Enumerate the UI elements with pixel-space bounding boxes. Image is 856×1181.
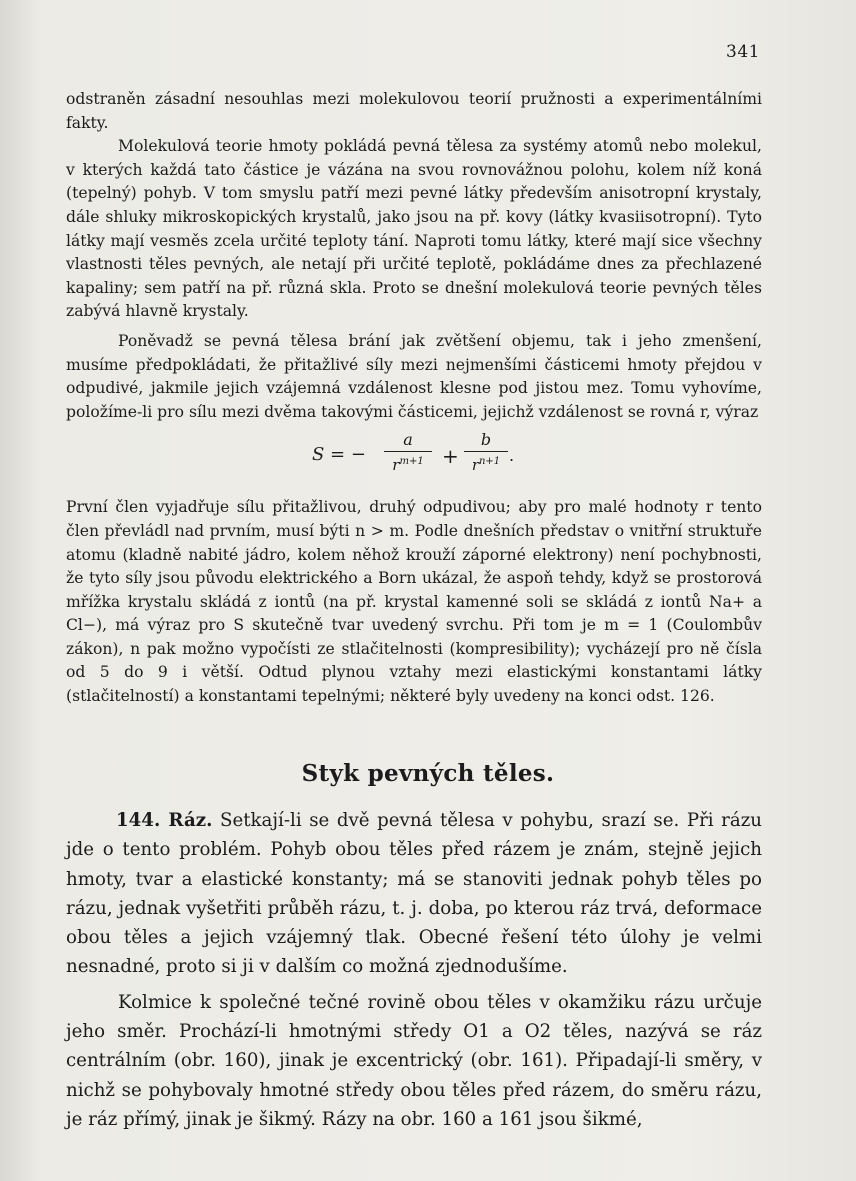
paragraph-impact-text: Setkají-li se dvě pevná tělesa v pohybu, srazí se. Při rázu jde o tento problém. Pohyb obou těles před rázem je znám, stejně jejich hmoty, tvar a elastické konstanty; má se stanoviti jednak pohyb těles po rázu, jednak vyšetřiti průběh rázu, t. j. doba, po kterou ráz trvá, deformace obou těles a jejich vzájemný tlak. Obecné řešení této úlohy je velmi nesnadné, proto si ji v dalším co možná zjednodušíme.	[66, 810, 762, 978]
text-block-top	[66, 88, 762, 709]
fraction-a-numerator: a	[403, 430, 413, 450]
force-formula	[66, 430, 762, 488]
text-block-section	[66, 806, 762, 1134]
formula-lhs: S = −	[312, 444, 366, 466]
section-heading: Styk pevných těles.	[301, 760, 555, 787]
formula-period: .	[509, 446, 515, 466]
paragraph-forces: Poněvadž se pevná tělesa brání jak zvětšení objemu, tak i jeho zmenšení, musíme předpokládati, že přitažlivé síly mezi nejmenšími částicemi hmoty přejdou v odpudivé, jakmile jejich vzájemná vzdálenost klesne pod jistou mez. Tomu vyhovíme, položíme-li pro sílu mezi dvěma takovými částicemi, jejichž vzdálenost se rovná r, výraz	[66, 331, 762, 421]
fraction-b-numerator: b	[480, 430, 492, 450]
fraction-a-denominator: r	[392, 456, 400, 475]
paragraph-after-formula: První člen vyjadřuje sílu přitažlivou, druhý odpudivou; aby pro malé hodnoty r tento člen převládl nad prvním, musí býti n > m. Podle dnešních představ o vnitřní struktuře atomu (kladně nabité jádro, kolem něhož krouží záporné elektrony) není pochybnosti, že tyto síly jsou původu elektrického a Born ukázal, že aspoň tehdy, když se prostorová mřížka krystalu skládá z iontů (na př. krystal kamenné soli se skládá z iontů Na+ a Cl−), má výraz pro S skutečně tvar uvedený svrchu. Při tom je m = 1 (Coulombův zákon), n pak možno vypočísti ze stlačitelnosti (kompresibility); vycházejí pro ně čísla od 5 do 9 i větší. Odtud plynou vztahy mezi elastickými konstantami látky (stlačitelností) a konstantami tepelnými; některé byly uvedeny na konci odst. 126.	[66, 498, 762, 706]
paragraph-continued: odstraněn zásadní nesouhlas mezi molekulovou teorií pružnosti a experimentálními fakty.	[66, 90, 762, 132]
fraction-b-denominator: r	[471, 456, 479, 475]
formula-fraction-a	[384, 430, 432, 474]
paragraph-impact-direction: Kolmice k společné tečné rovině obou těles v okamžiku rázu určuje jeho směr. Prochází-li hmotnými středy O1 a O2 těles, nazývá se ráz centrálním (obr. 160), jinak je excentrický (obr. 161). Připadají-li směry, v nichž se pohybovaly hmotné středy obou těles před rázem, do směru rázu, je ráz přímý, jinak je šikmý. Rázy na obr. 160 a 161 jsou šikmé,	[66, 991, 762, 1130]
paragraph-impact	[66, 806, 762, 982]
section-number: 144. Ráz.	[116, 810, 213, 831]
fraction-b-exponent: n+1	[478, 456, 501, 468]
formula-plus: +	[442, 444, 459, 469]
page-number: 341	[726, 42, 760, 62]
fraction-a-exponent: m+1	[399, 456, 424, 468]
paragraph-molecular-theory: Molekulová teorie hmoty pokládá pevná tělesa za systémy atomů nebo molekul, v kterých každá tato částice je vázána na svou rovnovážnou polohu, kolem níž koná (tepelný) pohyb. V tom smyslu patří mezi pevné látky především anisotropní krystaly, dále shluky mikroskopických krystalů, jako jsou na př. kovy (látky kvasiisotropní). Tyto látky mají vesměs zcela určité teploty tání. Naproti tomu látky, které mají sice všechny vlastnosti těles pevných, ale netají při určité teplotě, pokládáme dnes za přechlazené kapaliny; sem patří na př. různá skla. Proto se dnešní molekulová teorie pevných těles zabývá hlavně krystaly.	[66, 137, 762, 321]
formula-fraction-b	[464, 430, 508, 474]
